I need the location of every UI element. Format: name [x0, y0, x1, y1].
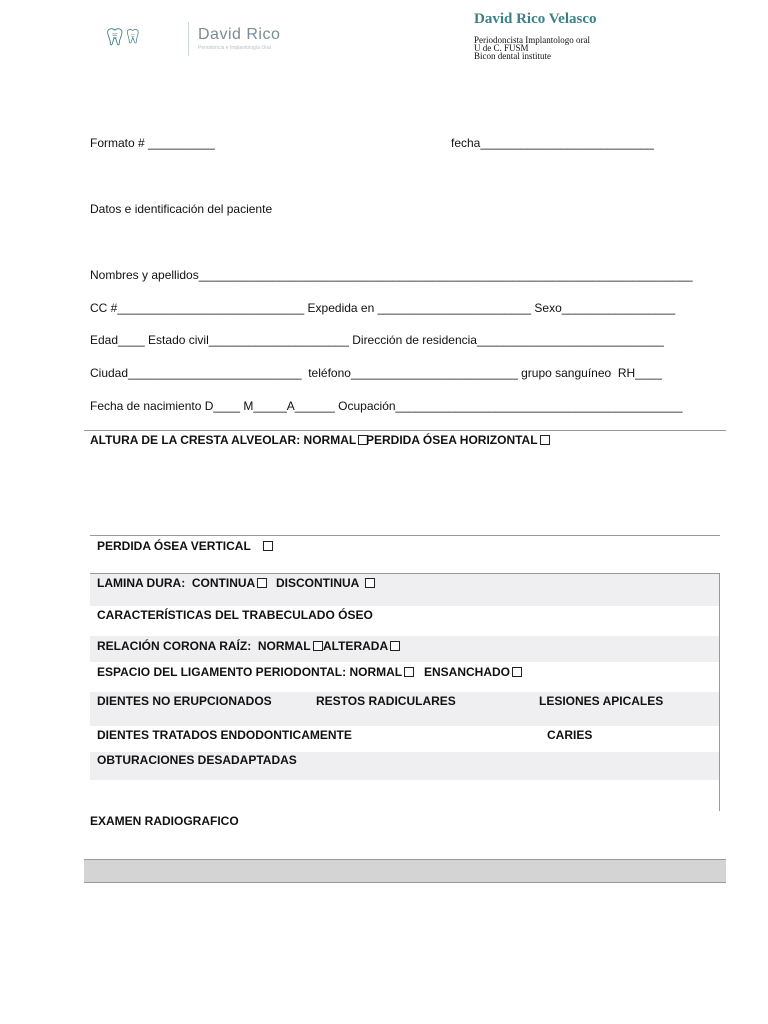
ligamento-normal-checkbox[interactable] [404, 667, 414, 677]
trabeculado-label: CARACTERÍSTICAS DEL TRABECULADO ÓSEO [97, 608, 373, 622]
lamina-dura-label: LAMINA DURA: CONTINUA [97, 576, 267, 590]
perdida-horizontal-label: PERDIDA ÓSEA HORIZONTAL [366, 433, 550, 447]
lesiones-apicales-label: LESIONES APICALES [539, 694, 664, 708]
relacion-label: RELACIÓN CORONA RAÍZ: NORMAL [97, 639, 323, 653]
alterada-checkbox[interactable] [390, 641, 400, 651]
section-title: Datos e identificación del paciente [90, 202, 273, 216]
ensanchado-label: ENSANCHADO [424, 665, 522, 679]
discontinua-label: DISCONTINUA [276, 576, 375, 590]
bottom-bar [84, 860, 726, 882]
endodonticamente-label: DIENTES TRATADOS ENDODONTICAMENTE [97, 728, 352, 742]
logo-divider [188, 22, 189, 56]
logo-tagline: Periodoncia e Implantología Oral [198, 45, 271, 51]
altura-label: ALTURA DE LA CRESTA ALVEOLAR: NORMAL [90, 433, 368, 447]
divider [84, 430, 726, 431]
divider [90, 535, 720, 536]
continua-checkbox[interactable] [257, 578, 267, 588]
nacimiento-field[interactable]: Fecha de nacimiento D____ M_____A______ Ocupación___________________________________________ [90, 399, 683, 413]
relacion-normal-checkbox[interactable] [313, 641, 323, 651]
perdida-horizontal-checkbox[interactable] [540, 435, 550, 445]
cc-field[interactable]: CC #____________________________ Expedida en _______________________ Sexo_________________ [90, 301, 676, 315]
logo-text: David Rico [198, 26, 281, 43]
discontinua-checkbox[interactable] [365, 578, 375, 588]
restos-radiculares-label: RESTOS RADICULARES [316, 694, 456, 708]
table-right-border [719, 573, 720, 811]
doctor-name: David Rico Velasco [474, 11, 597, 27]
doctor-title: Periodoncista Implantologo oral [474, 35, 590, 45]
bar-bottom-border [84, 882, 726, 883]
obturaciones-label: OBTURACIONES DESADAPTADAS [97, 753, 297, 767]
examen-radiografico-label: EXAMEN RADIOGRAFICO [90, 814, 239, 828]
nombres-field[interactable]: Nombres y apellidos__________________________________________________________________________ [90, 268, 693, 282]
clinic-logo [104, 14, 194, 60]
ensanchado-checkbox[interactable] [512, 667, 522, 677]
caries-label: CARIES [547, 728, 593, 742]
fecha-field[interactable]: fecha__________________________ [451, 136, 654, 150]
doctor-university: U de C. FUSM [474, 43, 529, 53]
formato-field[interactable]: Formato # __________ [90, 136, 215, 150]
ligamento-label: ESPACIO DEL LIGAMENTO PERIODONTAL: NORMAL [97, 665, 414, 679]
doctor-institute: Bicon dental institute [474, 51, 551, 61]
alterada-label: ALTERADA [323, 639, 400, 653]
perdida-vertical-checkbox[interactable] [263, 541, 273, 551]
perdida-vertical-label: PERDIDA ÓSEA VERTICAL [97, 539, 273, 553]
edad-field[interactable]: Edad____ Estado civil_____________________ Dirección de residencia____________________________ [90, 333, 664, 347]
no-erupcionados-label: DIENTES NO ERUPCIONADOS [97, 694, 272, 708]
ciudad-field[interactable]: Ciudad__________________________ teléfono_________________________ grupo sanguíneo RH____ [90, 366, 662, 380]
